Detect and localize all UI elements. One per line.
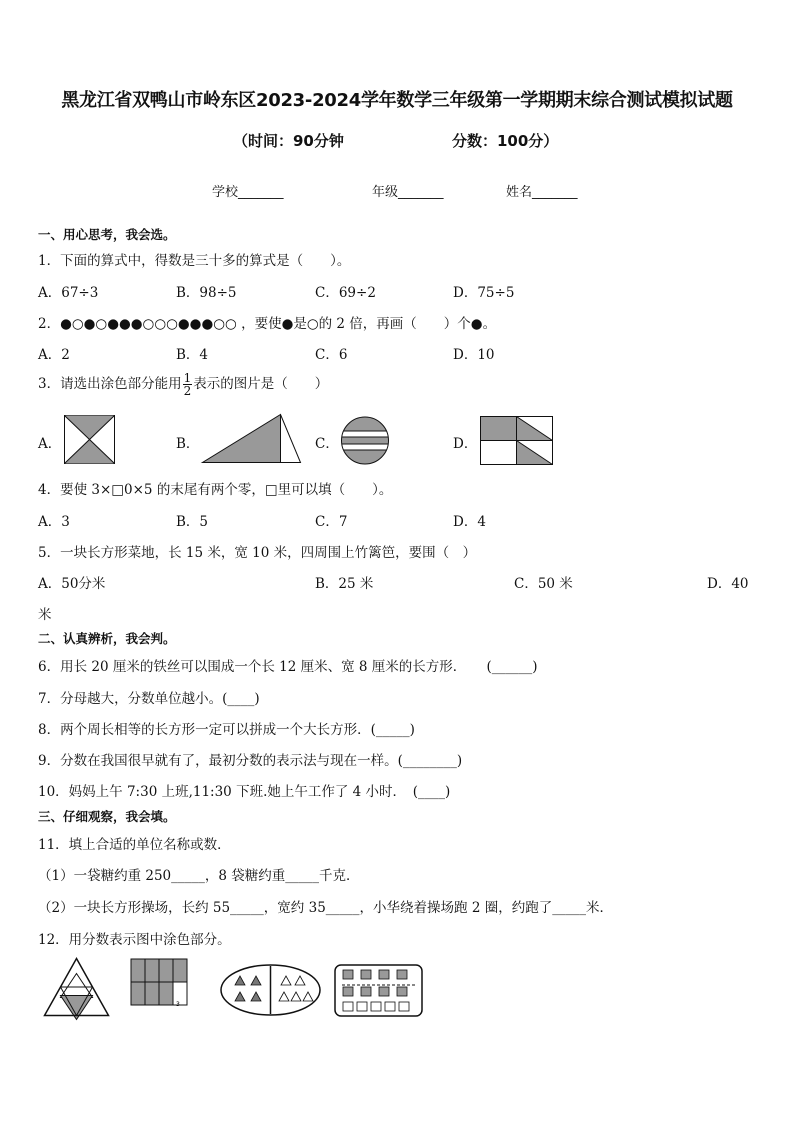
q3-text-before: 3．请选出涂色部分能用: [38, 376, 182, 392]
q2-option-d: D．10: [453, 347, 495, 363]
question-1: 1．下面的算式中，得数是三十多的算式是（ ）。: [38, 253, 351, 269]
q2-option-b: B．4: [176, 347, 209, 363]
question-4: 4．要使 3×□0×5 的末尾有两个零，□里可以填（ ）。: [38, 482, 393, 498]
q5-option-a: A．50分米: [38, 576, 106, 592]
q5-option-d: D．40: [707, 576, 749, 592]
school-field: 学校_______: [212, 185, 284, 200]
q4-option-d: D．4: [453, 514, 486, 530]
q4-option-c: C．7: [315, 514, 348, 530]
q3-option-a: A．: [38, 436, 62, 452]
question-5: 5．一块长方形菜地，长 15 米，宽 10 米，四周围上竹篱笆，要围（ ）: [38, 545, 477, 561]
question-11: 11．填上合适的单位名称或数．: [38, 837, 231, 853]
q2-option-a: A．2: [38, 347, 70, 363]
question-8: 8．两个周长相等的长方形一定可以拼成一个大长方形．(_____): [38, 722, 415, 738]
question-10: 10．妈妈上午 7:30 上班,11:30 下班.她上午工作了 4 小时． (____): [38, 784, 451, 800]
q12-figure-squares: [334, 964, 424, 1018]
q3-option-c: C．: [315, 436, 339, 452]
question-7: 7．分母越大，分数单位越小。(____): [38, 691, 260, 707]
q12-grid-label: 3: [176, 1001, 180, 1008]
q3-figure-c: [340, 416, 390, 466]
page-title: 黑龙江省双鸭山市岭东区2023-2024学年数学三年级第一学期期末综合测试模拟试题: [61, 90, 733, 111]
q3-d-shaded-left: [481, 417, 517, 441]
q5-option-c: C．50 米: [514, 576, 573, 592]
q3-figure-a: [64, 415, 116, 465]
name-field: 姓名_______: [506, 185, 578, 200]
q3-figure-b: [202, 414, 302, 464]
question-6: 6．用长 20 厘米的铁丝可以围成一个长 12 厘米、宽 8 厘米的长方形． (______): [38, 659, 538, 675]
q5-option-d-wrap: 米: [38, 607, 52, 623]
q4-option-b: B．5: [176, 514, 209, 530]
q1-option-a: A．67÷3: [38, 285, 99, 301]
q12-figure-triangle: [44, 958, 110, 1018]
q3-b-shaded: [203, 415, 281, 463]
q3-option-b: B．: [176, 436, 200, 452]
question-3: [38, 372, 328, 397]
q3-fraction-numerator: 1: [183, 371, 192, 385]
section-3-title: 三、仔细观察，我会填。: [38, 809, 176, 824]
q2-option-c: C．6: [315, 347, 348, 363]
q4-option-a: A．3: [38, 514, 70, 530]
time-limit: （时间：90分钟: [233, 132, 344, 150]
q3-text-after: 表示的图片是（ ）: [193, 376, 329, 392]
q12-figure-grid: [130, 958, 188, 1008]
q3-option-d: D．: [453, 436, 478, 452]
total-score: 分数：100分）: [452, 132, 559, 150]
q1-option-d: D．75÷5: [453, 285, 515, 301]
question-2: 2．●○●○●●●○○○●●●○○ ，要使●是○的 2 倍，再画（ ）个●。: [38, 316, 497, 332]
q3-fraction: [183, 372, 193, 397]
q3-fraction-denominator: 2: [183, 384, 192, 398]
q12-figure-ellipse: [220, 964, 322, 1016]
question-12: 12．用分数表示图中涂色部分。: [38, 932, 231, 948]
question-11-1: （1）一袋糖约重 250_____，8 袋糖约重_____千克．: [38, 868, 360, 884]
q1-option-b: B．98÷5: [176, 285, 237, 301]
section-1-title: 一、用心思考，我会选。: [38, 227, 176, 242]
q5-option-b: B．25 米: [315, 576, 374, 592]
question-11-2: （2）一块长方形操场，长约 55_____，宽约 35_____，小华绕着操场跑 2 圈，约跑了_____米．: [38, 900, 613, 916]
grade-field: 年级_______: [372, 185, 444, 200]
section-2-title: 二、认真辨析，我会判。: [38, 631, 176, 646]
q3-figure-d: [480, 416, 554, 466]
q1-option-c: C．69÷2: [315, 285, 376, 301]
question-9: 9．分数在我国很早就有了，最初分数的表示法与现在一样。(________): [38, 753, 463, 769]
